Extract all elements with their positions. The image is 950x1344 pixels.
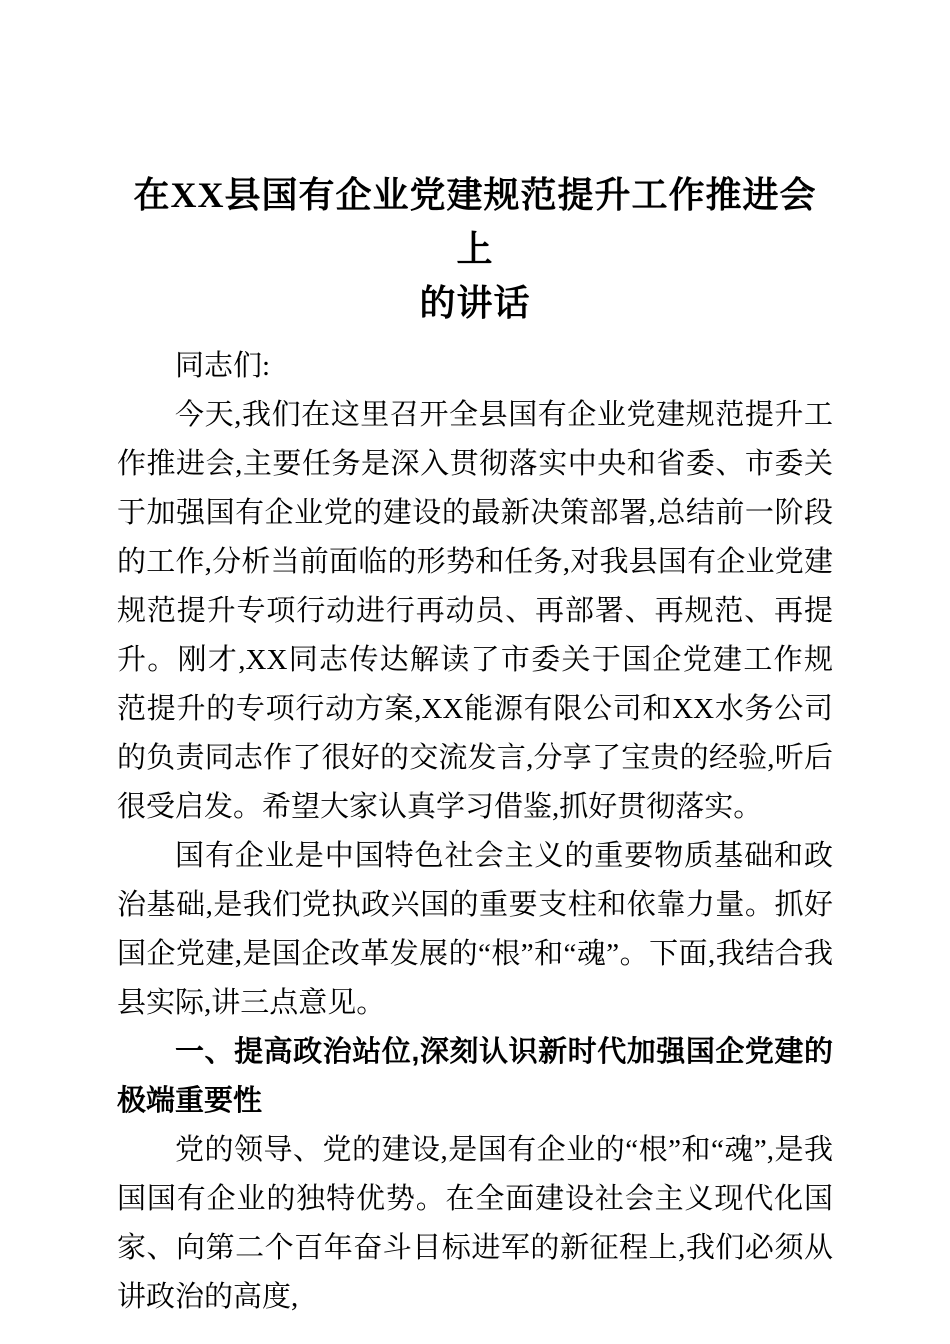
salutation: 同志们: <box>175 350 271 382</box>
document-title-line1: 在XX县国有企业党建规范提升工作推进会上 <box>133 175 817 269</box>
document-title-line2: 的讲话 <box>419 283 531 323</box>
paragraph-3: 党的领导、党的建设,是国有企业的“根”和“魂”,是我国国有企业的独特优势。在全面建设社会主义现代化国家、向第二个百年奋斗目标进军的新征程上,我们必须从讲政治的高度, <box>117 1134 833 1313</box>
section-heading-1: 一、提高政治站位,深刻认识新时代加强国企党建的极端重要性 <box>117 1036 833 1117</box>
paragraph-2: 国有企业是中国特色社会主义的重要物质基础和政治基础,是我们党执政兴国的重要支柱和依靠力量。抓好国企党建,是国企改革发展的“根”和“魂”。下面,我结合我县实际,讲三点意见。 <box>117 840 833 1019</box>
document-page <box>117 0 833 1322</box>
document-title <box>117 168 833 330</box>
paragraph-1: 今天,我们在这里召开全县国有企业党建规范提升工作推进会,主要任务是深入贯彻落实中央和省委、市委关于加强国有企业党的建设的最新决策部署,总结前一阶段的工作,分析当前面临的形势和任务,对我县国有企业党建规范提升专项行动进行再动员、再部署、再规范、再提升。刚才,XX同志传达解读了市委关于国企党建工作规范提升的专项行动方案,XX能源有限公司和XX水务公司的负责同志作了很好的交流发言,分享了宝贵的经验,听后很受启发。希望大家认真学习借鉴,抓好贯彻落实。 <box>117 399 833 823</box>
